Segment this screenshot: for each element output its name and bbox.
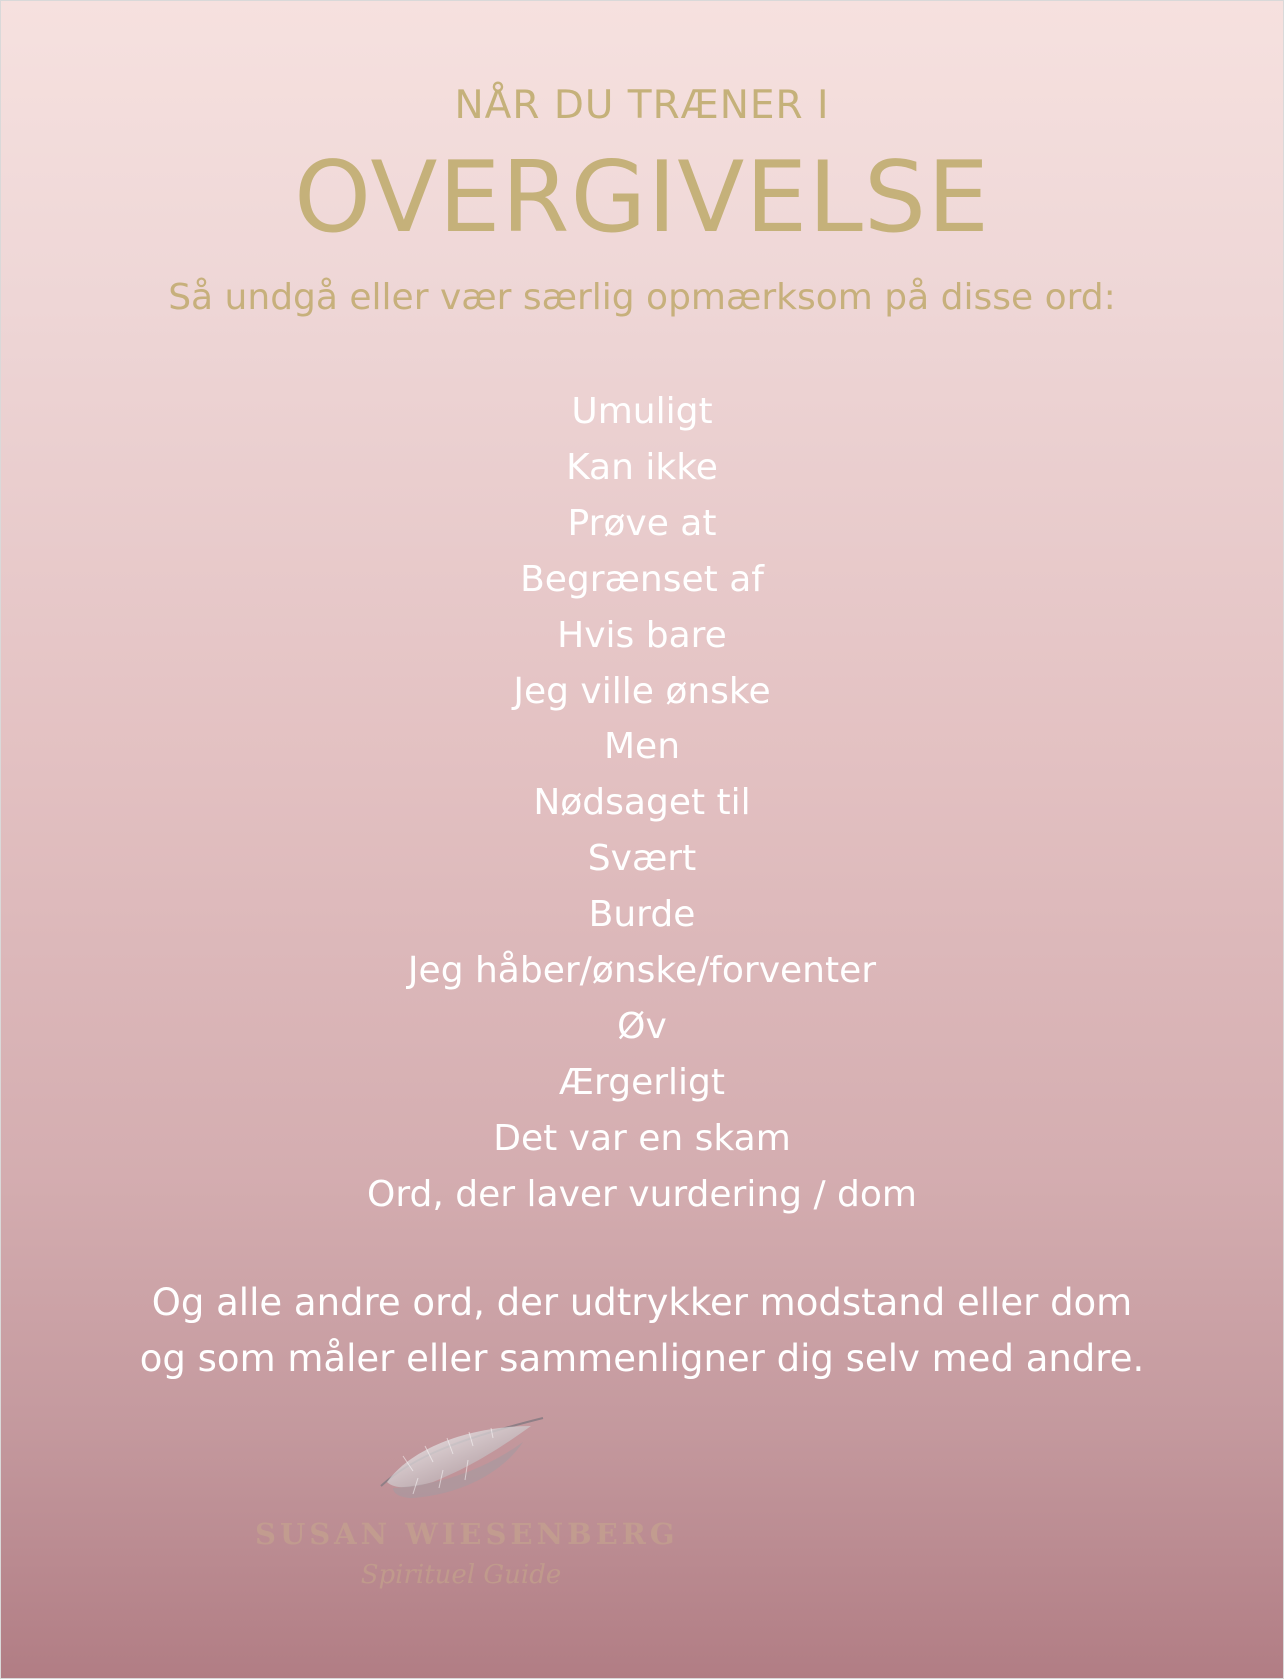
list-item: Kan ikke	[566, 446, 718, 488]
list-item: Ord, der laver vurdering / dom	[367, 1173, 917, 1215]
list-item: Det var en skam	[493, 1117, 791, 1159]
subtitle: Så undgå eller vær særlig opmærksom på disse ord:	[168, 277, 1116, 318]
closing-line-1: Og alle andre ord, der udtrykker modstand eller dom	[151, 1281, 1133, 1324]
list-item: Umuligt	[571, 391, 713, 432]
list-item: Øv	[617, 1005, 667, 1047]
closing-text	[1, 1275, 1283, 1387]
closing-line-2: og som måler eller sammenligner dig selv med andre.	[139, 1337, 1145, 1380]
list-item: Ærgerligt	[558, 1061, 725, 1103]
list-item: Svært	[587, 838, 697, 880]
logo-tagline: Spirituel Guide	[360, 1560, 562, 1590]
logo-name: SUSAN WIESENBERG	[255, 1517, 679, 1551]
list-item: Burde	[588, 894, 696, 936]
pre-title: NÅR DU TRÆNER I	[454, 83, 830, 128]
list-item: Jeg håber/ønske/forventer	[407, 950, 877, 992]
list-item: Hvis bare	[557, 614, 727, 656]
word-list	[1, 384, 1283, 1223]
page	[1, 1, 1283, 1678]
list-item: Nødsaget til	[533, 782, 751, 824]
feather-icon	[373, 1416, 553, 1506]
list-item: Men	[603, 726, 681, 768]
list-item: Prøve at	[567, 502, 717, 544]
page-title: OVERGIVELSE	[294, 141, 990, 255]
list-item: Jeg ville ønske	[513, 670, 771, 712]
list-item: Begrænset af	[520, 558, 764, 600]
